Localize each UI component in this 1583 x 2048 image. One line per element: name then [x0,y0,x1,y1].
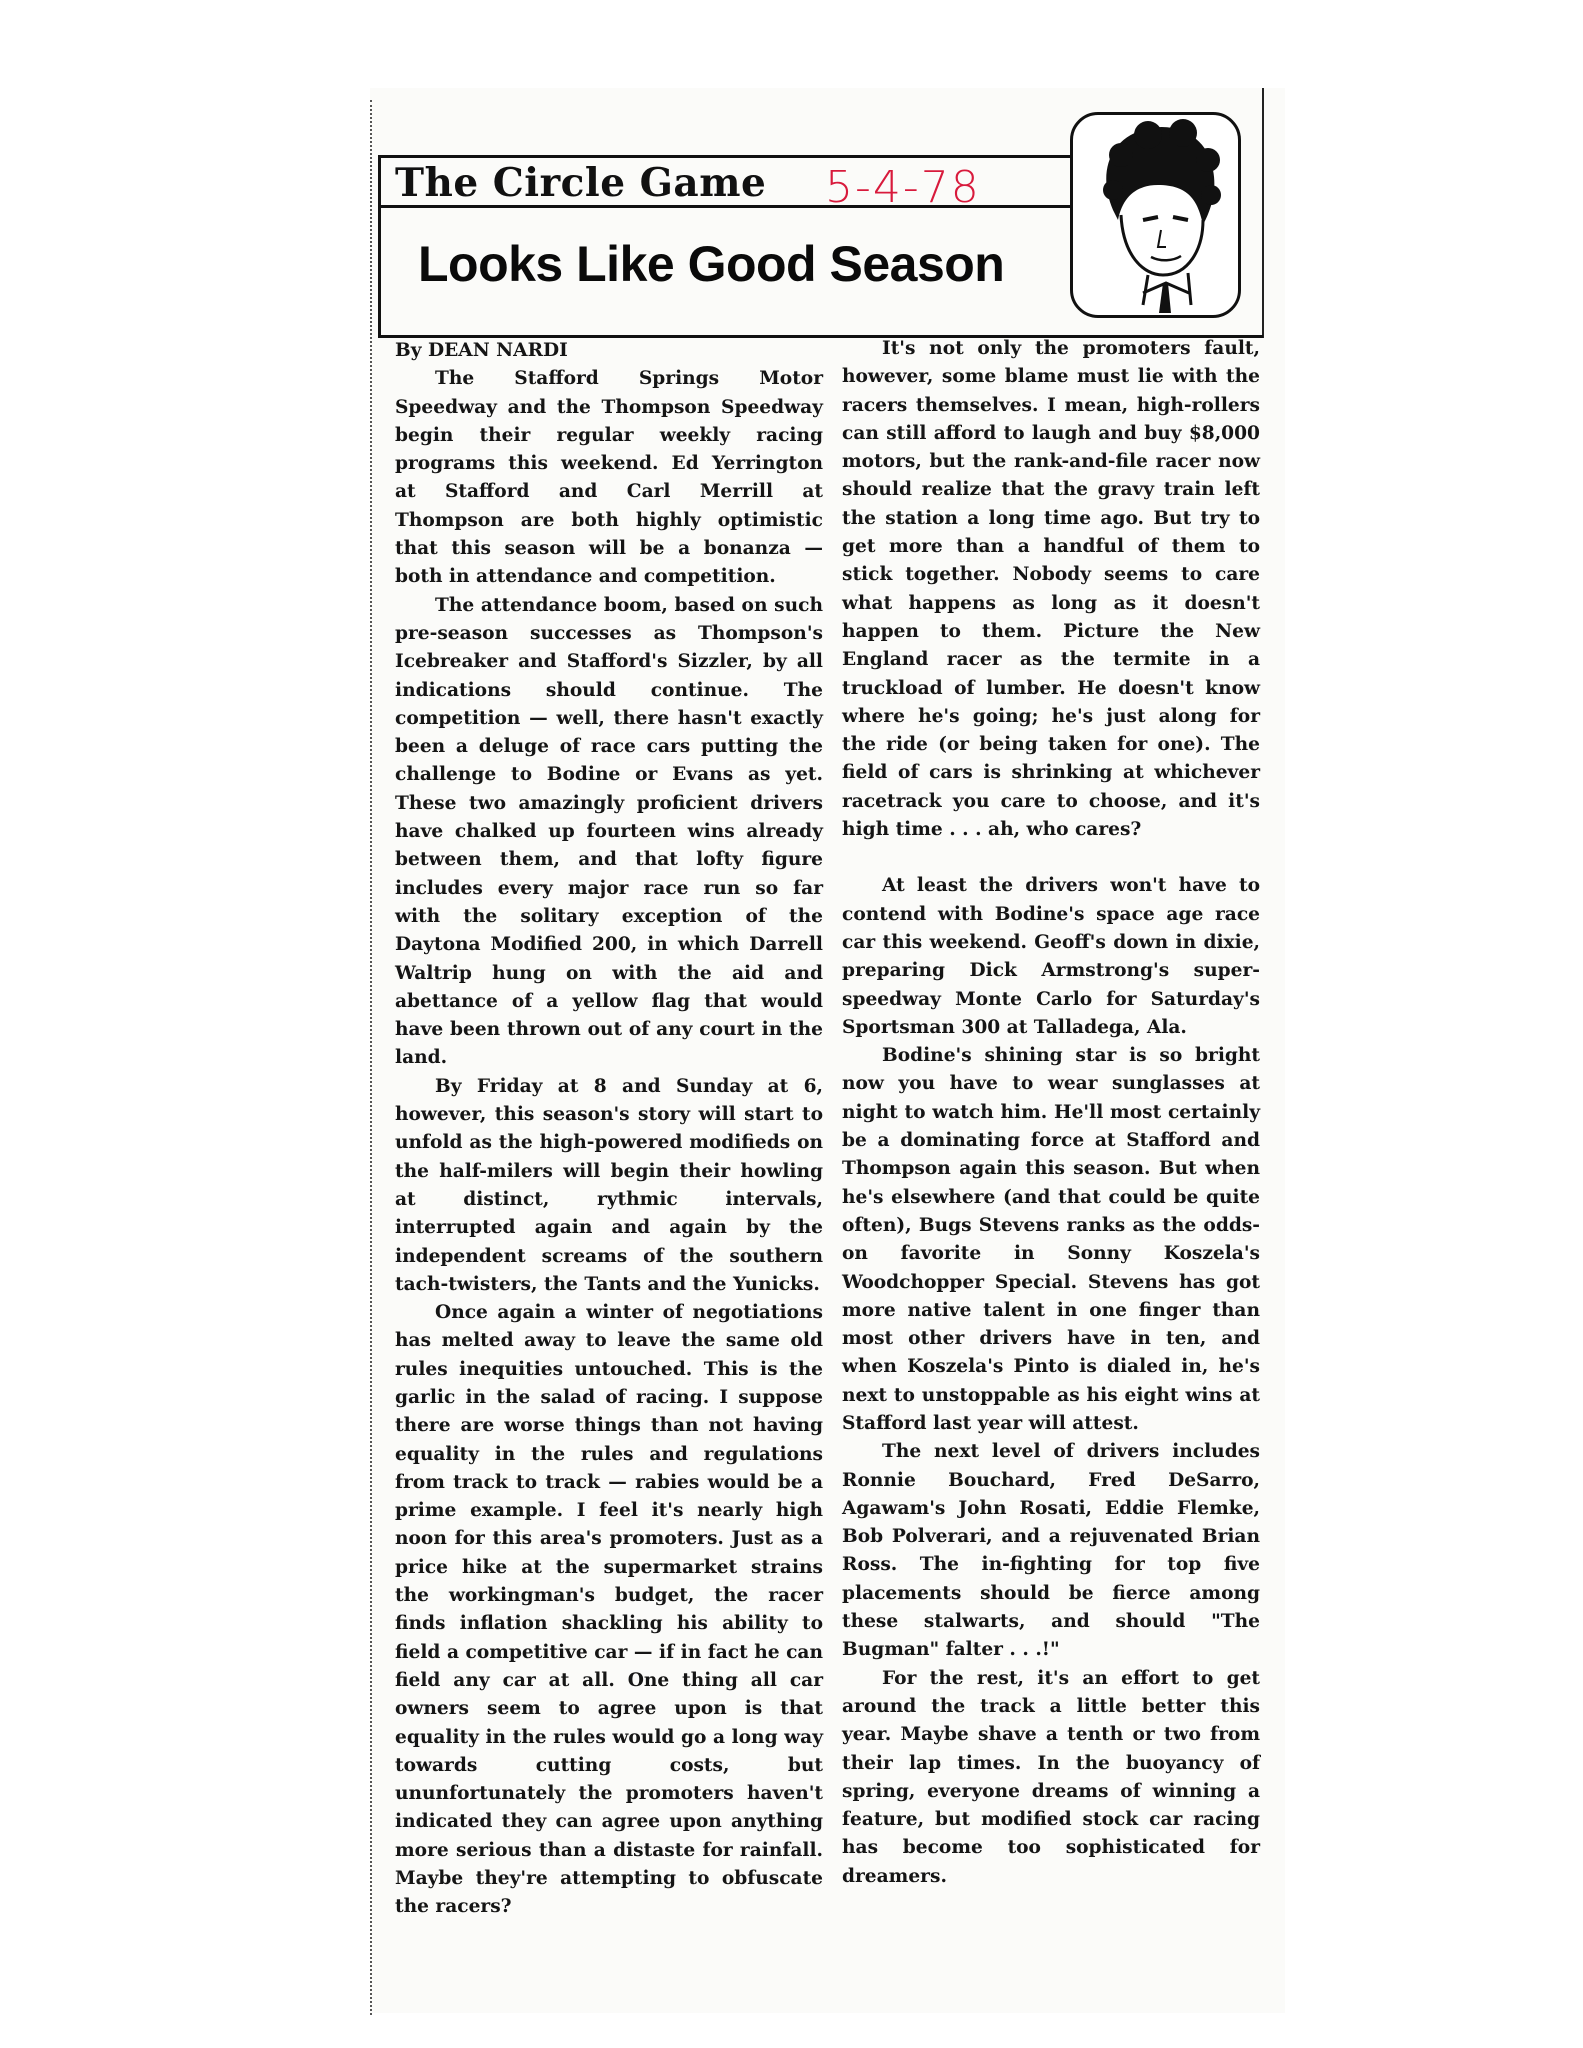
clipping-edge [370,100,380,2015]
paragraph-gap [842,844,1260,872]
article-column-left [395,335,823,1922]
paragraph: At least the drivers won't have to contend with Bodine's space age race car this weekend. Geoff's down in dixie, preparing Dick Armstrong's super-speedway Monte Carlo for Saturday's Sportsman 300 at Talladega, Ala. [842,875,1260,1038]
header-left-rule [378,155,381,335]
article-column-right [842,335,1260,1891]
byline: By DEAN NARDI [395,340,568,361]
paragraph: By Friday at 8 and Sunday at 6, however, this season's story will start to unfold as the high-powered modifieds on the half-milers will begin their howling at distinct, rythmic intervals, interrupted again and again by the independent screams of the southern tach-twisters, the Tants and the Yunicks. [395,1075,823,1295]
paragraph: Once again a winter of negotiations has melted away to leave the same old rules inequities untouched. This is the garlic in the salad of racing. I suppose there are worse things than not having equality in the rules and regulations from track to track — rabies would be a prime example. I feel it's nearly high noon for this area's promoters. Just as a price hike at the supermarket strains the workingman's budget, the racer finds inflation shackling his ability to field a competitive car — if in fact he can field any car at all. One thing all car owners seem to agree upon is that equality in the rules would go a long way towards cutting costs, but ununfortunately the promoters haven't indicated they can agree upon anything more serious than a distaste for rainfall. Maybe they're attempting to obfuscate the racers? [395,1302,823,1918]
headline: Looks Like Good Season [418,236,1005,292]
header-right-rule [1262,88,1264,338]
column-name: The Circle Game [395,160,767,206]
columnist-portrait [1070,112,1241,318]
paragraph: For the rest, it's an effort to get around the track a little better this year. Maybe shave a tenth or two from their lap times. In the buoyancy of spring, everyone dreams of winning a feature, but modified stock car racing has become too sophisticated for dreamers. [842,1667,1260,1887]
paragraph: Bodine's shining star is so bright now you have to wear sunglasses at night to watch him. He'll most certainly be a dominating force at Stafford and Thompson again this season. But when he's elsewhere (and that could be quite often), Bugs Stevens ranks as the odds-on favorite in Sonny Koszela's Woodchopper Special. Stevens has got more native talent in one finger than most other drivers have in ten, and when Koszela's Pinto is dialed in, he's next to unstoppable as his eight wins at Stafford last year will attest. [842,1045,1260,1434]
paragraph: The Stafford Springs Motor Speedway and the Thompson Speedway begin their regular weekly racing programs this weekend. Ed Yerrington at Stafford and Carl Merrill at Thompson are both highly optimistic that this season will be a bonanza — both in attendance and competition. [395,368,823,588]
portrait-drawing [1073,115,1238,315]
paragraph: The attendance boom, based on such pre-season successes as Thompson's Icebreaker and Stafford's Sizzler, by all indications should continue. The competition — well, there hasn't exactly been a deluge of race cars putting the challenge to Bodine or Evans as yet. These two amazingly proficient drivers have chalked up fourteen wins already between them, and that lofty figure includes every major race run so far with the solitary exception of the Daytona Modified 200, in which Darrell Waltrip hung on with the aid and abettance of a yellow flag that would have been thrown out of any court in the land. [395,594,823,1069]
header-top-rule [378,155,1078,158]
paragraph: The next level of drivers includes Ronnie Bouchard, Fred DeSarro, Agawam's John Rosati, Eddie Flemke, Bob Polverari, and a rejuvenated Brian Ross. The in-fighting for top five placements should be fierce among these stalwarts, and should "The Bugman" falter . . .!" [842,1441,1260,1661]
handwritten-date: 5-4-78 [825,162,981,213]
paragraph: It's not only the promoters fault, however, some blame must lie with the racers themselves. I mean, high-rollers can still afford to laugh and buy $8,000 motors, but the rank-and-file racer now should realize that the gravy train left the station a long time ago. But try to get more than a handful of them to stick together. Nobody seems to care what happens as long as it doesn't happen to them. Picture the New England racer as the termite in a truckload of lumber. He doesn't know where he's going; he's just along for the ride (or being taken for one). The field of cars is shrinking at whichever racetrack you care to choose, and it's high time . . . ah, who cares? [842,338,1260,841]
